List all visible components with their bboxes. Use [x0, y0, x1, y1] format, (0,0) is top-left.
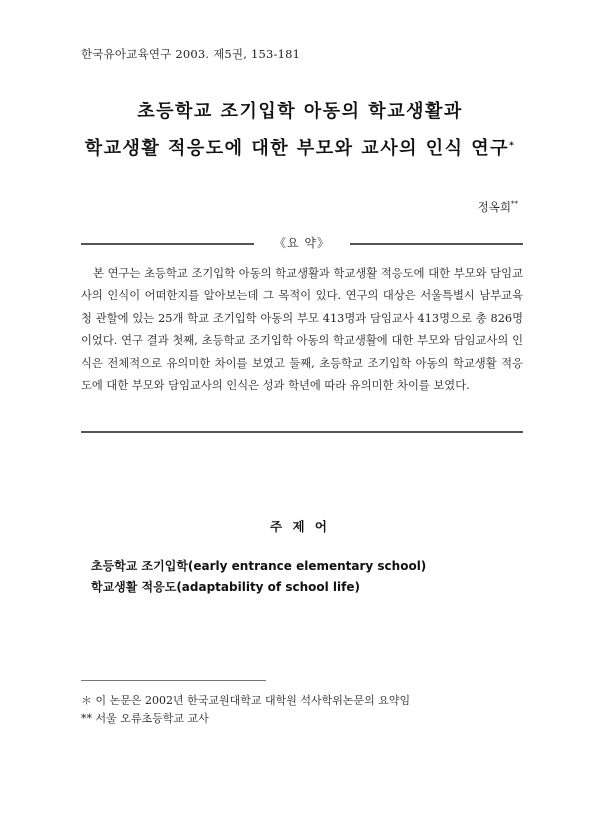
abstract-text: 본 연구는 초등학교 조기입학 아동의 학교생활과 학교생활 적응도에 대한 부모와 담임교사의 인식이 어떠한지를 알아보는데 그 목적이 있다. 연구의 대상은 서울특별시 남부교육청 관할에 있는 25개 학교 조기입학 아동의 부모 413명과 담임교사 413명으로 총 826명이었다. 연구 결과 첫째, 초등학교 조기입학 아동의 학교생활에 대한 부모와 담임교사의 인식은 전체적으로 유의미한 차이를 보였고 둘째, 초등학교 조기입학 아동의 학교생활 적응도에 대한 부모와 담임교사의 인식은 성과 학년에 따라 유의미한 차이를 보였다.	[81, 267, 523, 393]
abstract-rule-right	[350, 243, 523, 245]
footnote-divider	[81, 680, 266, 681]
footnote: ** 서울 오류초등학교 교사	[81, 712, 209, 725]
abstract-bottom-rule	[81, 431, 523, 433]
author	[478, 199, 518, 215]
title-text-1: 초등학교 조기입학 아동의 학교생활과	[137, 101, 463, 122]
journal-citation: 한국유아교육연구 2003. 제5권, 153-181	[81, 47, 301, 61]
keyword-item: 학교생활 적응도(adaptability of school life)	[91, 580, 360, 594]
title-footnote-mark: *	[509, 141, 516, 151]
paper-title-line-2	[0, 134, 600, 160]
abstract-header	[81, 234, 523, 252]
abstract-label: 《요 약》	[274, 236, 330, 250]
paper-title-line-1	[0, 97, 600, 123]
author-footnote-mark: **	[511, 200, 518, 208]
keyword-item: 초등학교 조기입학(early entrance elementary school)	[91, 559, 427, 573]
footnote: ＊ 이 논문은 2002년 한국교원대학교 대학원 석사학위논문의 요약임	[81, 694, 411, 707]
author-name: 정옥희	[477, 200, 511, 214]
abstract-rule-left	[81, 243, 254, 245]
keywords-heading: 주 제 어	[270, 519, 330, 534]
title-text-2: 학교생활 적응도에 대한 부모와 교사의 인식 연구	[84, 138, 510, 159]
